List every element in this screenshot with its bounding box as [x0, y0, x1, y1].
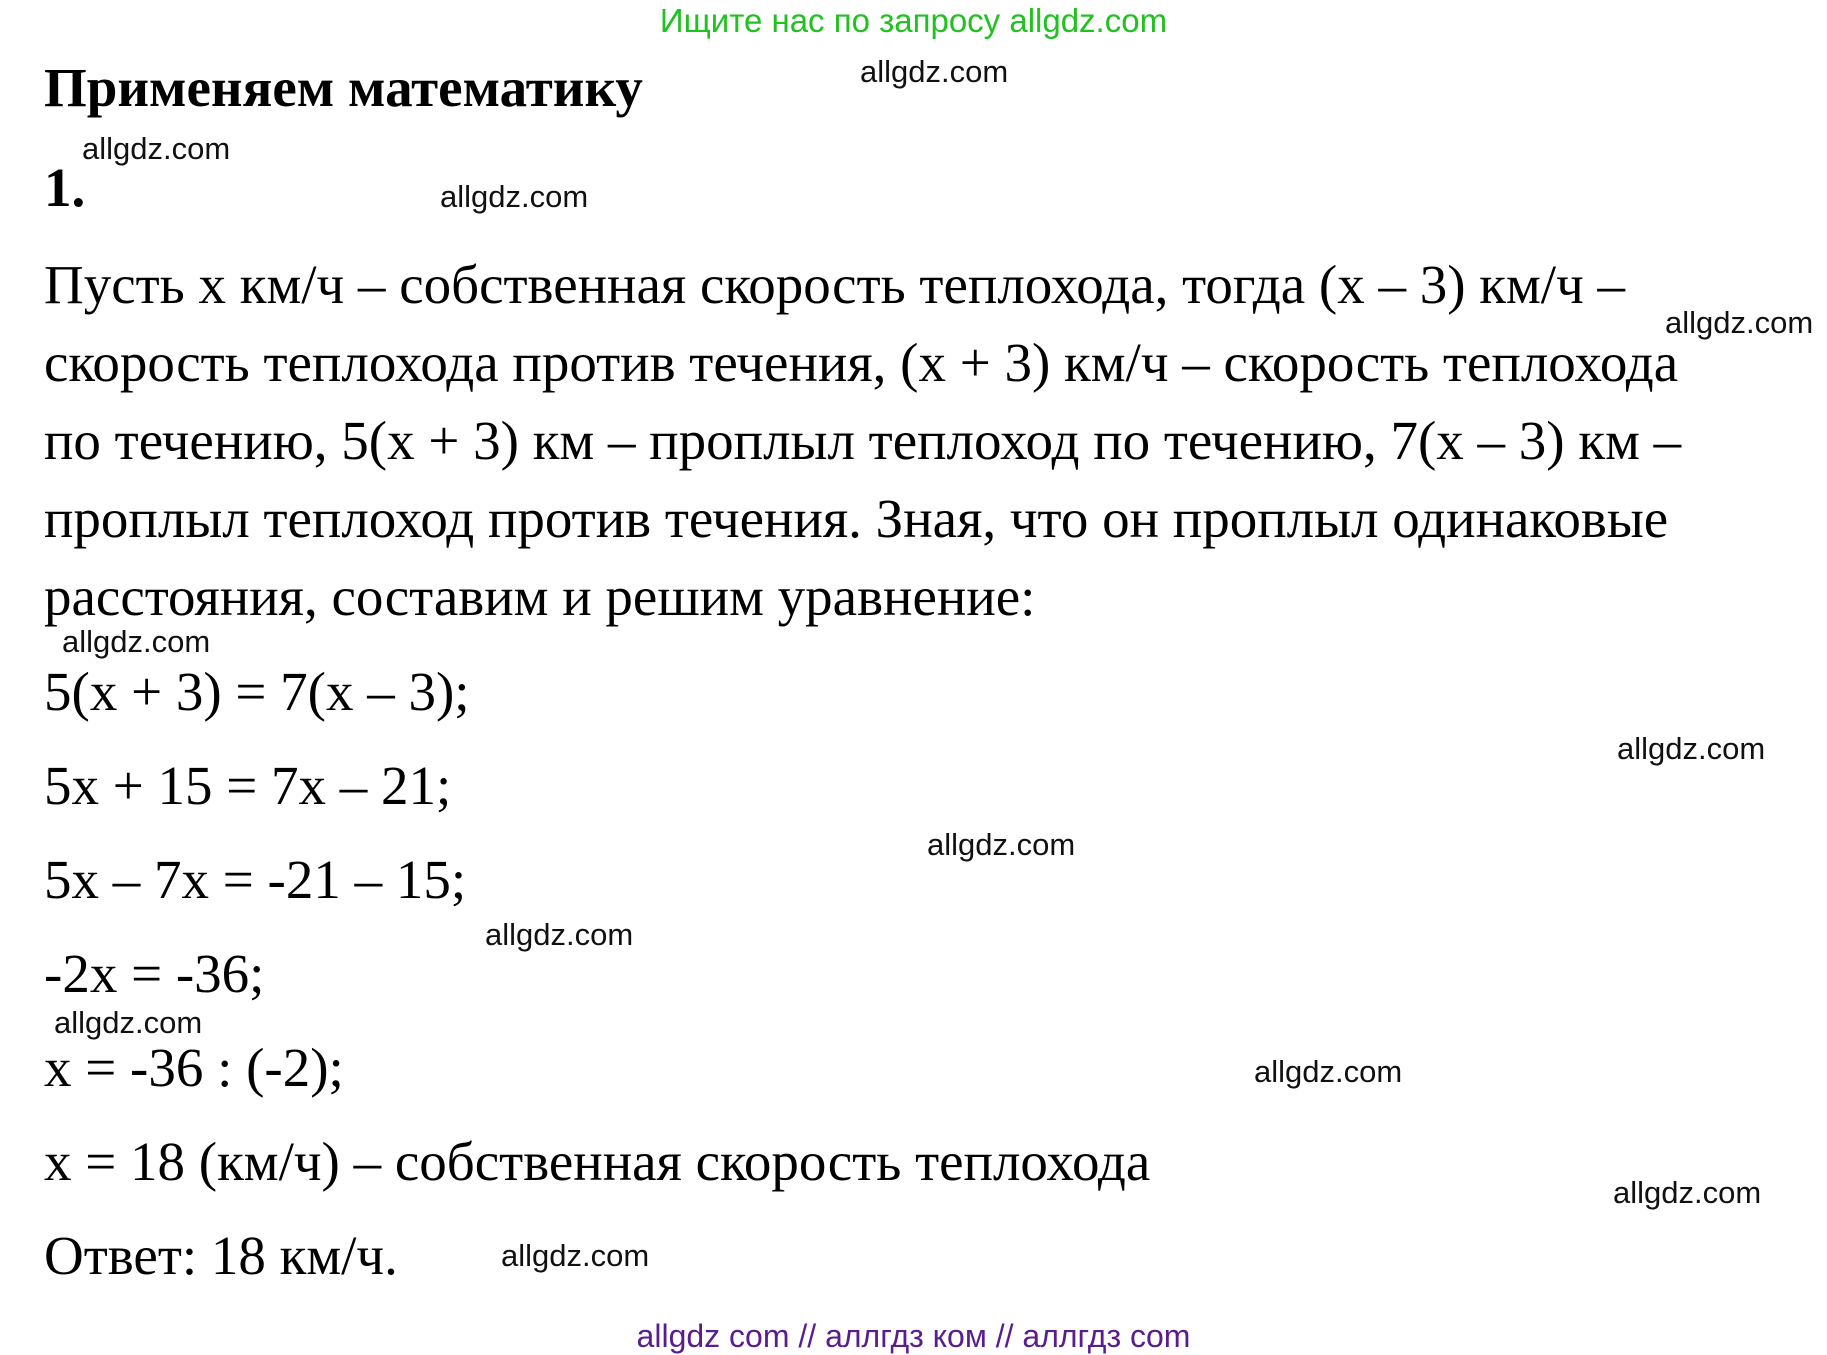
equation-line: -2х = -36; — [44, 943, 265, 1004]
paragraph-line: скорость теплохода против течения, (х + 3) км/ч – скорость теплохода — [44, 332, 1679, 393]
answer-line: Ответ: 18 км/ч. — [44, 1225, 398, 1286]
watermark: allgdz.com — [82, 131, 231, 166]
footer-watermark: allgdz com // аллгдз ком // аллгдз com — [636, 1318, 1191, 1354]
paragraph-line: Пусть х км/ч – собственная скорость теплохода, тогда (х – 3) км/ч – — [44, 254, 1625, 315]
watermark: allgdz.com — [1665, 305, 1814, 340]
watermark: allgdz.com — [1254, 1054, 1403, 1089]
page-title: Применяем математику — [44, 57, 643, 118]
watermark: allgdz.com — [440, 179, 589, 214]
solution-paragraph — [44, 246, 1824, 636]
task-number: 1. — [44, 157, 86, 218]
paragraph-line: расстояния, составим и решим уравнение: — [44, 566, 1036, 627]
equation-line: х = -36 : (-2); — [44, 1037, 344, 1098]
watermark: allgdz.com — [1613, 1175, 1762, 1210]
watermark: allgdz.com — [54, 1005, 203, 1040]
watermark: allgdz.com — [501, 1238, 650, 1273]
equation-line: х = 18 (км/ч) – собственная скорость теплохода — [44, 1131, 1151, 1192]
top-banner: Ищите нас по запросу allgdz.com — [659, 2, 1168, 39]
watermark: allgdz.com — [860, 54, 1009, 89]
equation-line: 5(х + 3) = 7(х – 3); — [44, 661, 470, 722]
watermark: allgdz.com — [927, 827, 1076, 862]
paragraph-line: по течению, 5(х + 3) км – проплыл теплоход по течению, 7(х – 3) км – — [44, 410, 1682, 471]
watermark: allgdz.com — [1617, 731, 1766, 766]
equation-line: 5х + 15 = 7х – 21; — [44, 755, 452, 816]
watermark: allgdz.com — [62, 624, 211, 659]
watermark: allgdz.com — [485, 917, 634, 952]
paragraph-line: проплыл теплоход против течения. Зная, что он проплыл одинаковые — [44, 488, 1669, 549]
equation-line: 5х – 7х = -21 – 15; — [44, 849, 467, 910]
